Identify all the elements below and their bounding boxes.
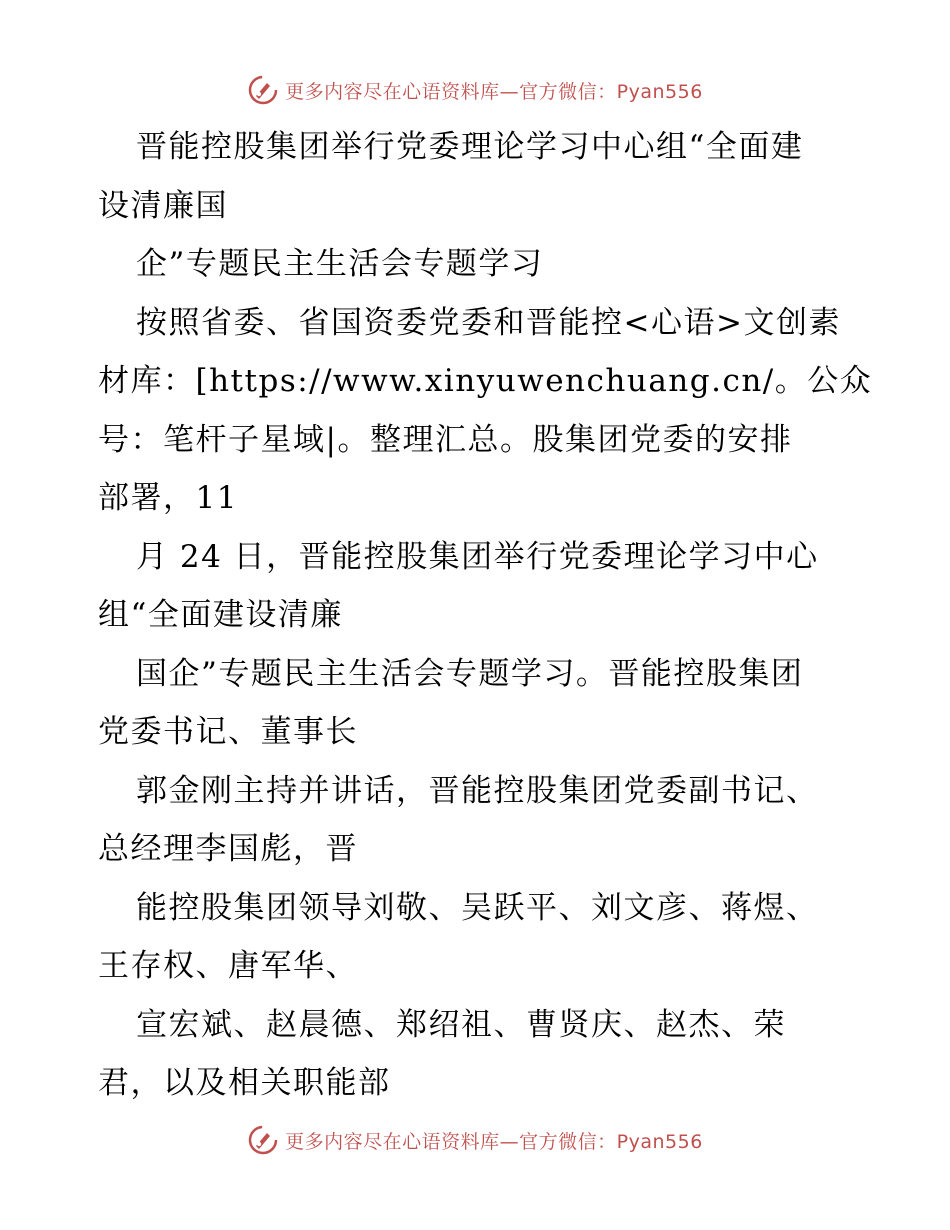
body-line: 宣宏斌、赵晨德、郑绍祖、曹贤庆、赵杰、荣 xyxy=(136,1006,786,1043)
footer-banner xyxy=(0,1120,950,1160)
body-line: 企”专题民主生活会专题学习 xyxy=(136,246,544,282)
body-line: 党委书记、董事长 xyxy=(98,714,358,750)
header-banner-inner xyxy=(247,74,703,106)
body-line: 部署，11 xyxy=(98,480,238,516)
body-line: 号：笔杆子星域|。整理汇总。股集团党委的安排 xyxy=(98,421,793,458)
footer-banner-text: 更多内容尽在心语资料库—官方微信：Pyan556 xyxy=(285,1130,703,1153)
body-line: 能控股集团领导刘敬、吴跃平、刘文彦、蒋煜、 xyxy=(136,889,819,926)
body-line: 按照省委、省国资委党委和晋能控<心语>文创素 xyxy=(136,304,841,341)
body-line: 郭金刚主持并讲话，晋能控股集团党委副书记、 xyxy=(136,772,819,809)
document-body xyxy=(98,118,873,1113)
body-line: 设清廉国 xyxy=(98,187,228,224)
body-line: 月 24 日，晋能控股集团举行党委理论学习中心 xyxy=(136,538,819,575)
body-line: 王存权、唐军华、 xyxy=(98,948,358,984)
body-line: 总经理李国彪，晋 xyxy=(98,831,358,867)
body-line: 君，以及相关职能部 xyxy=(98,1065,391,1101)
body-line: 材库：[https://www.xinyuwenchuang.cn/。公众 xyxy=(98,363,873,399)
pen-logo-icon xyxy=(247,1124,279,1156)
body-line: 组“全面建设清廉 xyxy=(98,597,343,633)
header-banner xyxy=(0,70,950,110)
body-line: 晋能控股集团举行党委理论学习中心组“全面建 xyxy=(136,129,804,165)
header-banner-text: 更多内容尽在心语资料库—官方微信：Pyan556 xyxy=(285,80,703,103)
body-line: 国企”专题民主生活会专题学习。晋能控股集团 xyxy=(136,655,804,692)
footer-banner-inner xyxy=(247,1124,703,1156)
pen-logo-icon xyxy=(247,74,279,106)
